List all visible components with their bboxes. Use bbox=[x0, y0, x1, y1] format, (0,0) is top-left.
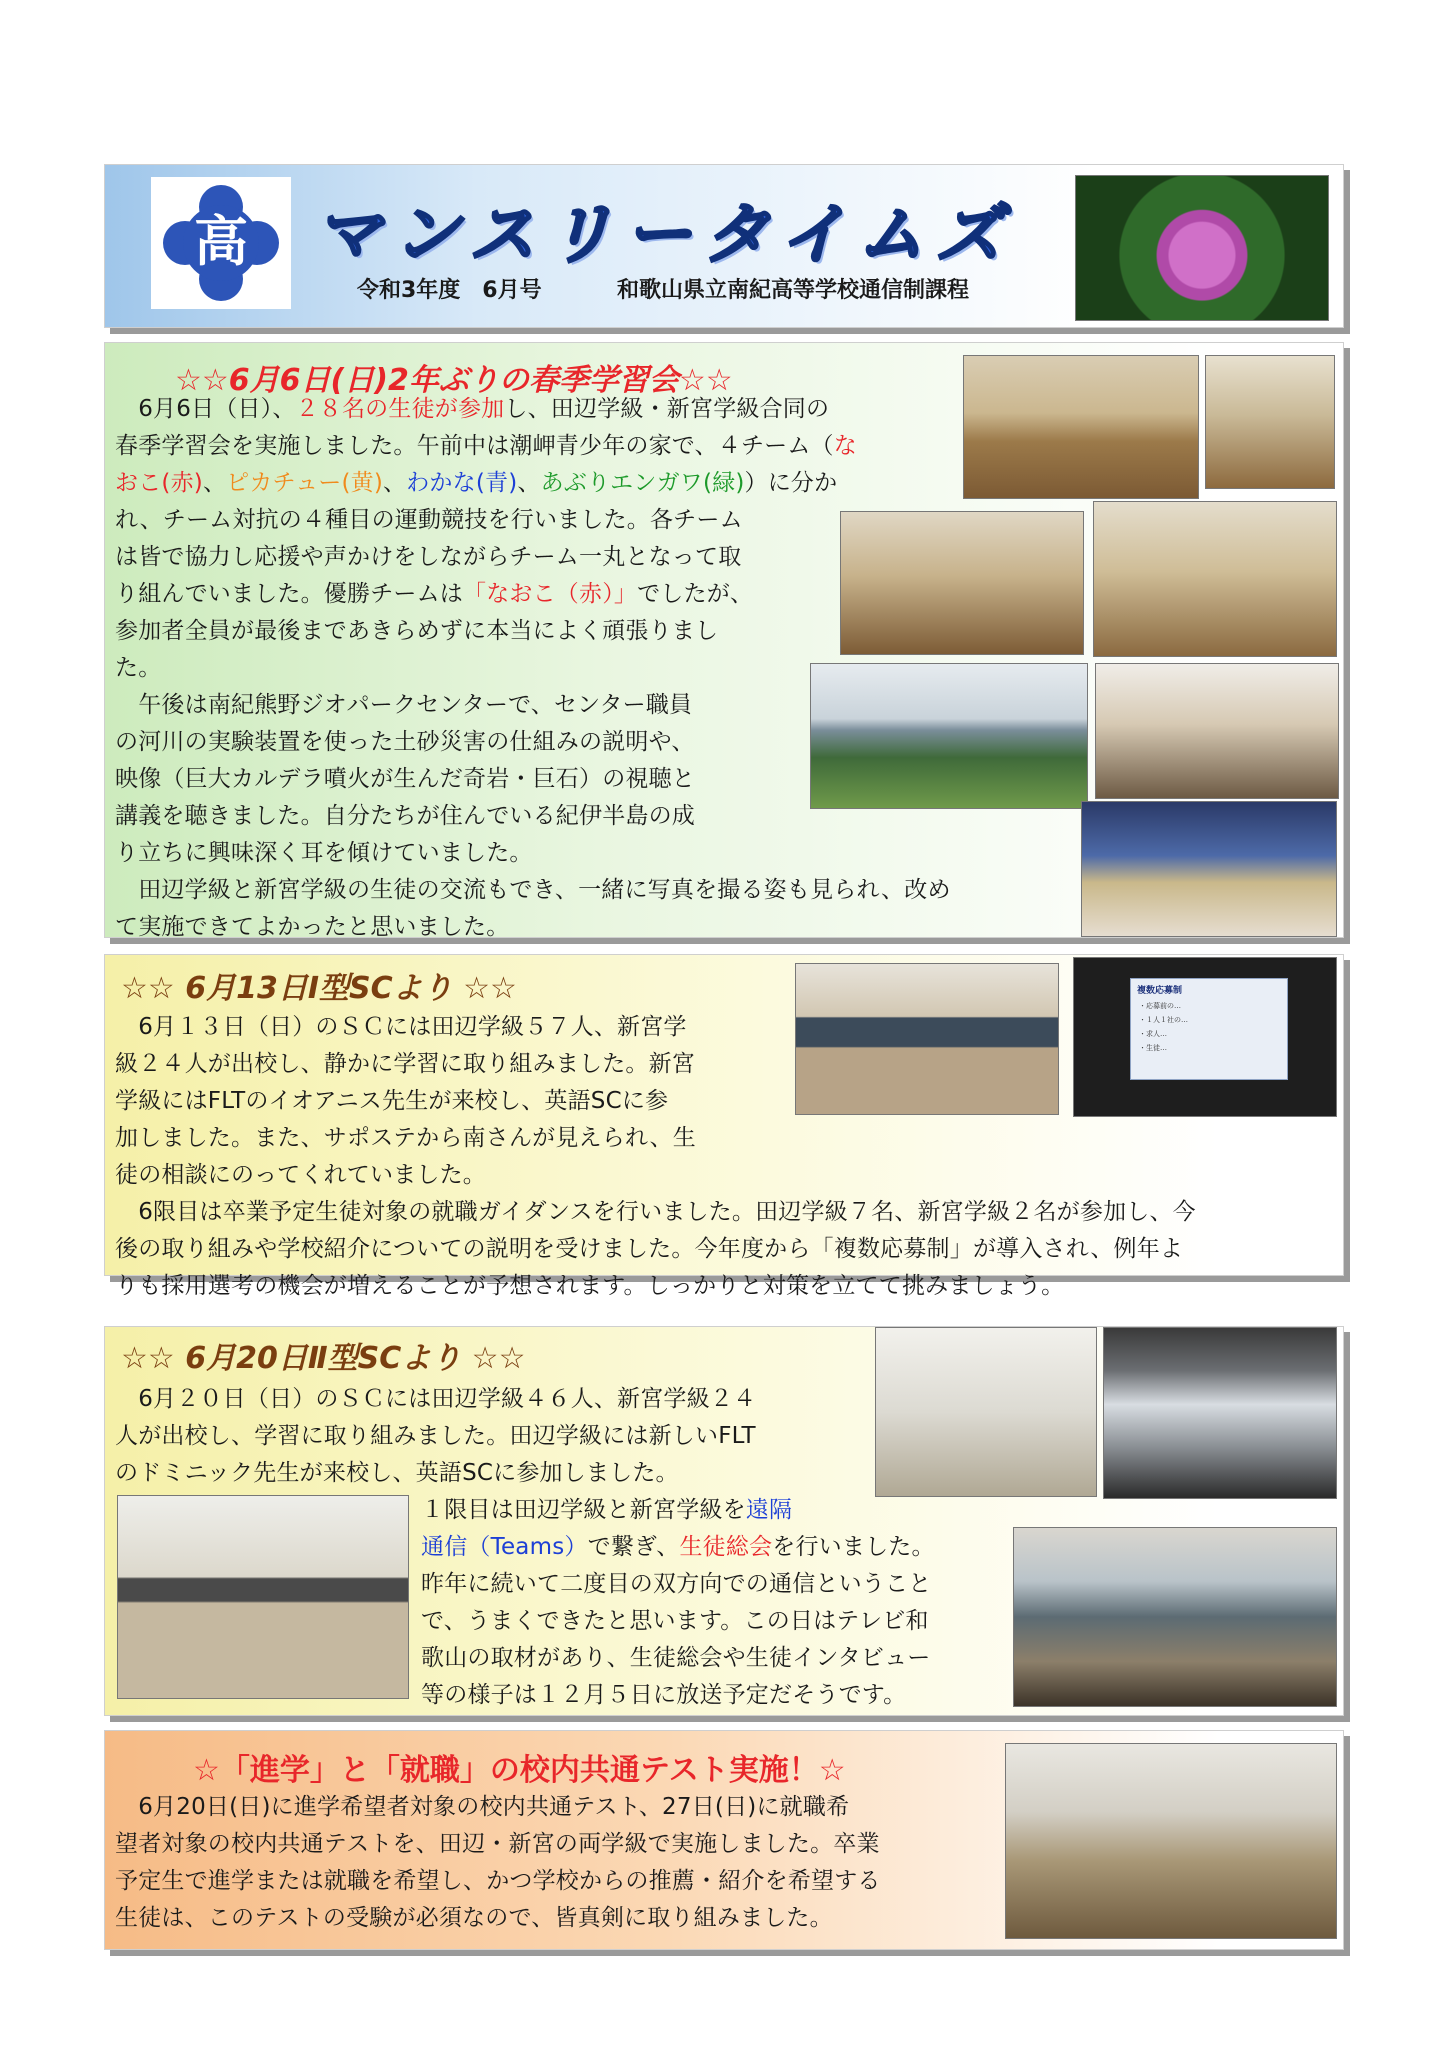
paragraph-line: のドミニック先生が来校し、英語SCに参加しました。 bbox=[115, 1460, 679, 1486]
guidance-slide-photo bbox=[1073, 957, 1337, 1117]
seaside-view-photo bbox=[810, 663, 1088, 809]
section-spring-study bbox=[104, 342, 1344, 938]
paragraph-line: 6月6日（日）、２８名の生徒が参加し、田辺学級・新宮学級合同の bbox=[115, 396, 830, 422]
section-type2-sc bbox=[104, 1326, 1344, 1716]
paragraph-line: 田辺学級と新宮学級の生徒の交流もでき、一緒に写真を撮る姿も見られ、改め bbox=[115, 877, 951, 903]
section-title: ☆「進学」と「就職」の校内共通テスト実施！☆ bbox=[193, 1753, 846, 1788]
paragraph-line: れ、チーム対抗の４種目の運動競技を行いました。各チーム bbox=[115, 507, 743, 533]
paragraph-line: 生徒は、このテストの受験が必須なので、皆真剣に取り組みました。 bbox=[115, 1905, 833, 1931]
paragraph-line: 人が出校し、学習に取り組みました。田辺学級には新しいFLT bbox=[115, 1423, 756, 1449]
paragraph-line: た。 bbox=[115, 655, 162, 681]
paragraph-line: 6限目は卒業予定生徒対象の就職ガイダンスを行いました。田辺学級７名、新宮学級２名が参加し、今 bbox=[115, 1199, 1196, 1225]
paragraph-line: 望者対象の校内共通テストを、田辺・新宮の両学級で実施しました。卒業 bbox=[115, 1831, 880, 1857]
paragraph-line: 6月20日(日)に進学希望者対象の校内共通テスト、27日(日)に就職希 bbox=[115, 1794, 850, 1820]
section-type1-sc bbox=[104, 954, 1344, 1299]
paragraph-line: り立ちに興味深く耳を傾けていました。 bbox=[115, 840, 533, 866]
gym-running-photo bbox=[1205, 355, 1335, 489]
paragraph-line: 通信（Teams）で繋ぎ、生徒総会を行いました。 bbox=[421, 1534, 935, 1560]
paragraph-line: 予定生で進学または就職を希望し、かつ学校からの推薦・紹介を希望する bbox=[115, 1868, 881, 1894]
slide-line: ・生徒… bbox=[1139, 1044, 1167, 1052]
paragraph-line: 学級にはFLTのイオアニス先生が来校し、英語SCに参 bbox=[115, 1088, 669, 1114]
video-call-screen-photo bbox=[1103, 1327, 1337, 1499]
paragraph-line: 等の様子は１２月５日に放送予定だそうです。 bbox=[421, 1682, 907, 1708]
section-common-test bbox=[104, 1730, 1344, 1950]
exam-room-photo bbox=[1005, 1743, 1337, 1939]
school-name: 和歌山県立南紀高等学校通信制課程 bbox=[617, 278, 970, 303]
slide-line: ・１人１社の… bbox=[1139, 1016, 1188, 1024]
classroom-blackboard-photo bbox=[795, 963, 1059, 1115]
paragraph-line: 後の取り組みや学校紹介についての説明を受けました。今年度から「複数応募制」が導入され、例年よ bbox=[115, 1236, 1184, 1262]
projected-slide bbox=[1130, 978, 1288, 1080]
issue-label: 令和3年度 6月号 bbox=[357, 278, 542, 303]
teacher-classroom-photo bbox=[117, 1495, 409, 1699]
paragraph-line: で、うまくできたと思います。この日はテレビ和 bbox=[421, 1608, 929, 1634]
gym-activity-photo bbox=[963, 355, 1199, 499]
geopark-exhibit-photo bbox=[1081, 801, 1337, 937]
paragraph-line: 参加者全員が最後まであきらめずに本当によく頑張りまし bbox=[115, 618, 719, 644]
paragraph-line: 昨年に続いて二度目の双方向での通信ということ bbox=[421, 1571, 932, 1597]
emblem-character: 高 bbox=[194, 209, 248, 273]
paragraph-line: 講義を聴きました。自分たちが住んでいる紀伊半島の成 bbox=[115, 803, 695, 829]
paragraph-line: 6月１３日（日）のＳＣには田辺学級５７人、新宮学 bbox=[115, 1014, 687, 1040]
hydrangea-photo bbox=[1075, 175, 1329, 321]
paragraph-line: りも採用選考の機会が増えることが予想されます。しっかりと対策を立てて挑みましょう。 bbox=[115, 1273, 1065, 1299]
paragraph-line: １限目は田辺学級と新宮学級を遠隔 bbox=[421, 1497, 793, 1523]
paragraph-line: 歌山の取材があり、生徒総会や生徒インタビュー bbox=[421, 1645, 931, 1671]
paragraph-line: 徒の相談にのってくれていました。 bbox=[115, 1162, 486, 1188]
section-title: ☆☆ 6月13日Ⅰ型SCより ☆☆ bbox=[121, 971, 517, 1006]
section-title: ☆☆ 6月20日Ⅱ型SCより ☆☆ bbox=[121, 1341, 526, 1376]
geopark-demo-photo bbox=[1095, 663, 1339, 799]
slide-line: ・求人… bbox=[1139, 1030, 1167, 1038]
paragraph-line: て実施できてよかったと思いました。 bbox=[115, 914, 510, 940]
net-game-photo bbox=[1093, 501, 1337, 657]
jump-rope-photo bbox=[840, 511, 1084, 655]
newsletter-title: マンスリータイムズ bbox=[315, 196, 1014, 273]
school-emblem bbox=[151, 177, 291, 309]
assembly-room-photo bbox=[1013, 1527, 1337, 1707]
paragraph-line: 級２４人が出校し、静かに学習に取り組みました。新宮 bbox=[115, 1051, 695, 1077]
paragraph-line: おこ(赤)、ピカチュー(黄)、わかな(青)、あぶりエンガワ(緑)）に分か bbox=[115, 470, 838, 496]
paragraph-line: は皆で協力し応援や声かけをしながらチーム一丸となって取 bbox=[115, 544, 742, 570]
paragraph-line: 6月２０日（日）のＳＣには田辺学級４６人、新宮学級２４ bbox=[115, 1386, 757, 1412]
masthead bbox=[104, 164, 1344, 328]
slide-line: ・応募前の… bbox=[1139, 1002, 1181, 1010]
student-interview-photo bbox=[875, 1327, 1097, 1497]
slide-title: 複数応募制 bbox=[1137, 986, 1183, 996]
section-title: ☆☆6月6日(日)2年ぶりの春季学習会☆☆ bbox=[175, 363, 733, 398]
paragraph-line: 映像（巨大カルデラ噴火が生んだ奇岩・巨石）の視聴と bbox=[115, 766, 695, 792]
paragraph-line: 加しました。また、サポステから南さんが見えられ、生 bbox=[115, 1125, 696, 1151]
paragraph-line: り組んでいました。優勝チームは「なおこ（赤）」でしたが、 bbox=[115, 581, 754, 607]
paragraph-line: 午後は南紀熊野ジオパークセンターで、センター職員 bbox=[115, 692, 693, 718]
paragraph-line: 春季学習会を実施しました。午前中は潮岬青少年の家で、４チーム（な bbox=[115, 433, 857, 459]
paragraph-line: の河川の実験装置を使った土砂災害の仕組みの説明や、 bbox=[115, 729, 695, 755]
